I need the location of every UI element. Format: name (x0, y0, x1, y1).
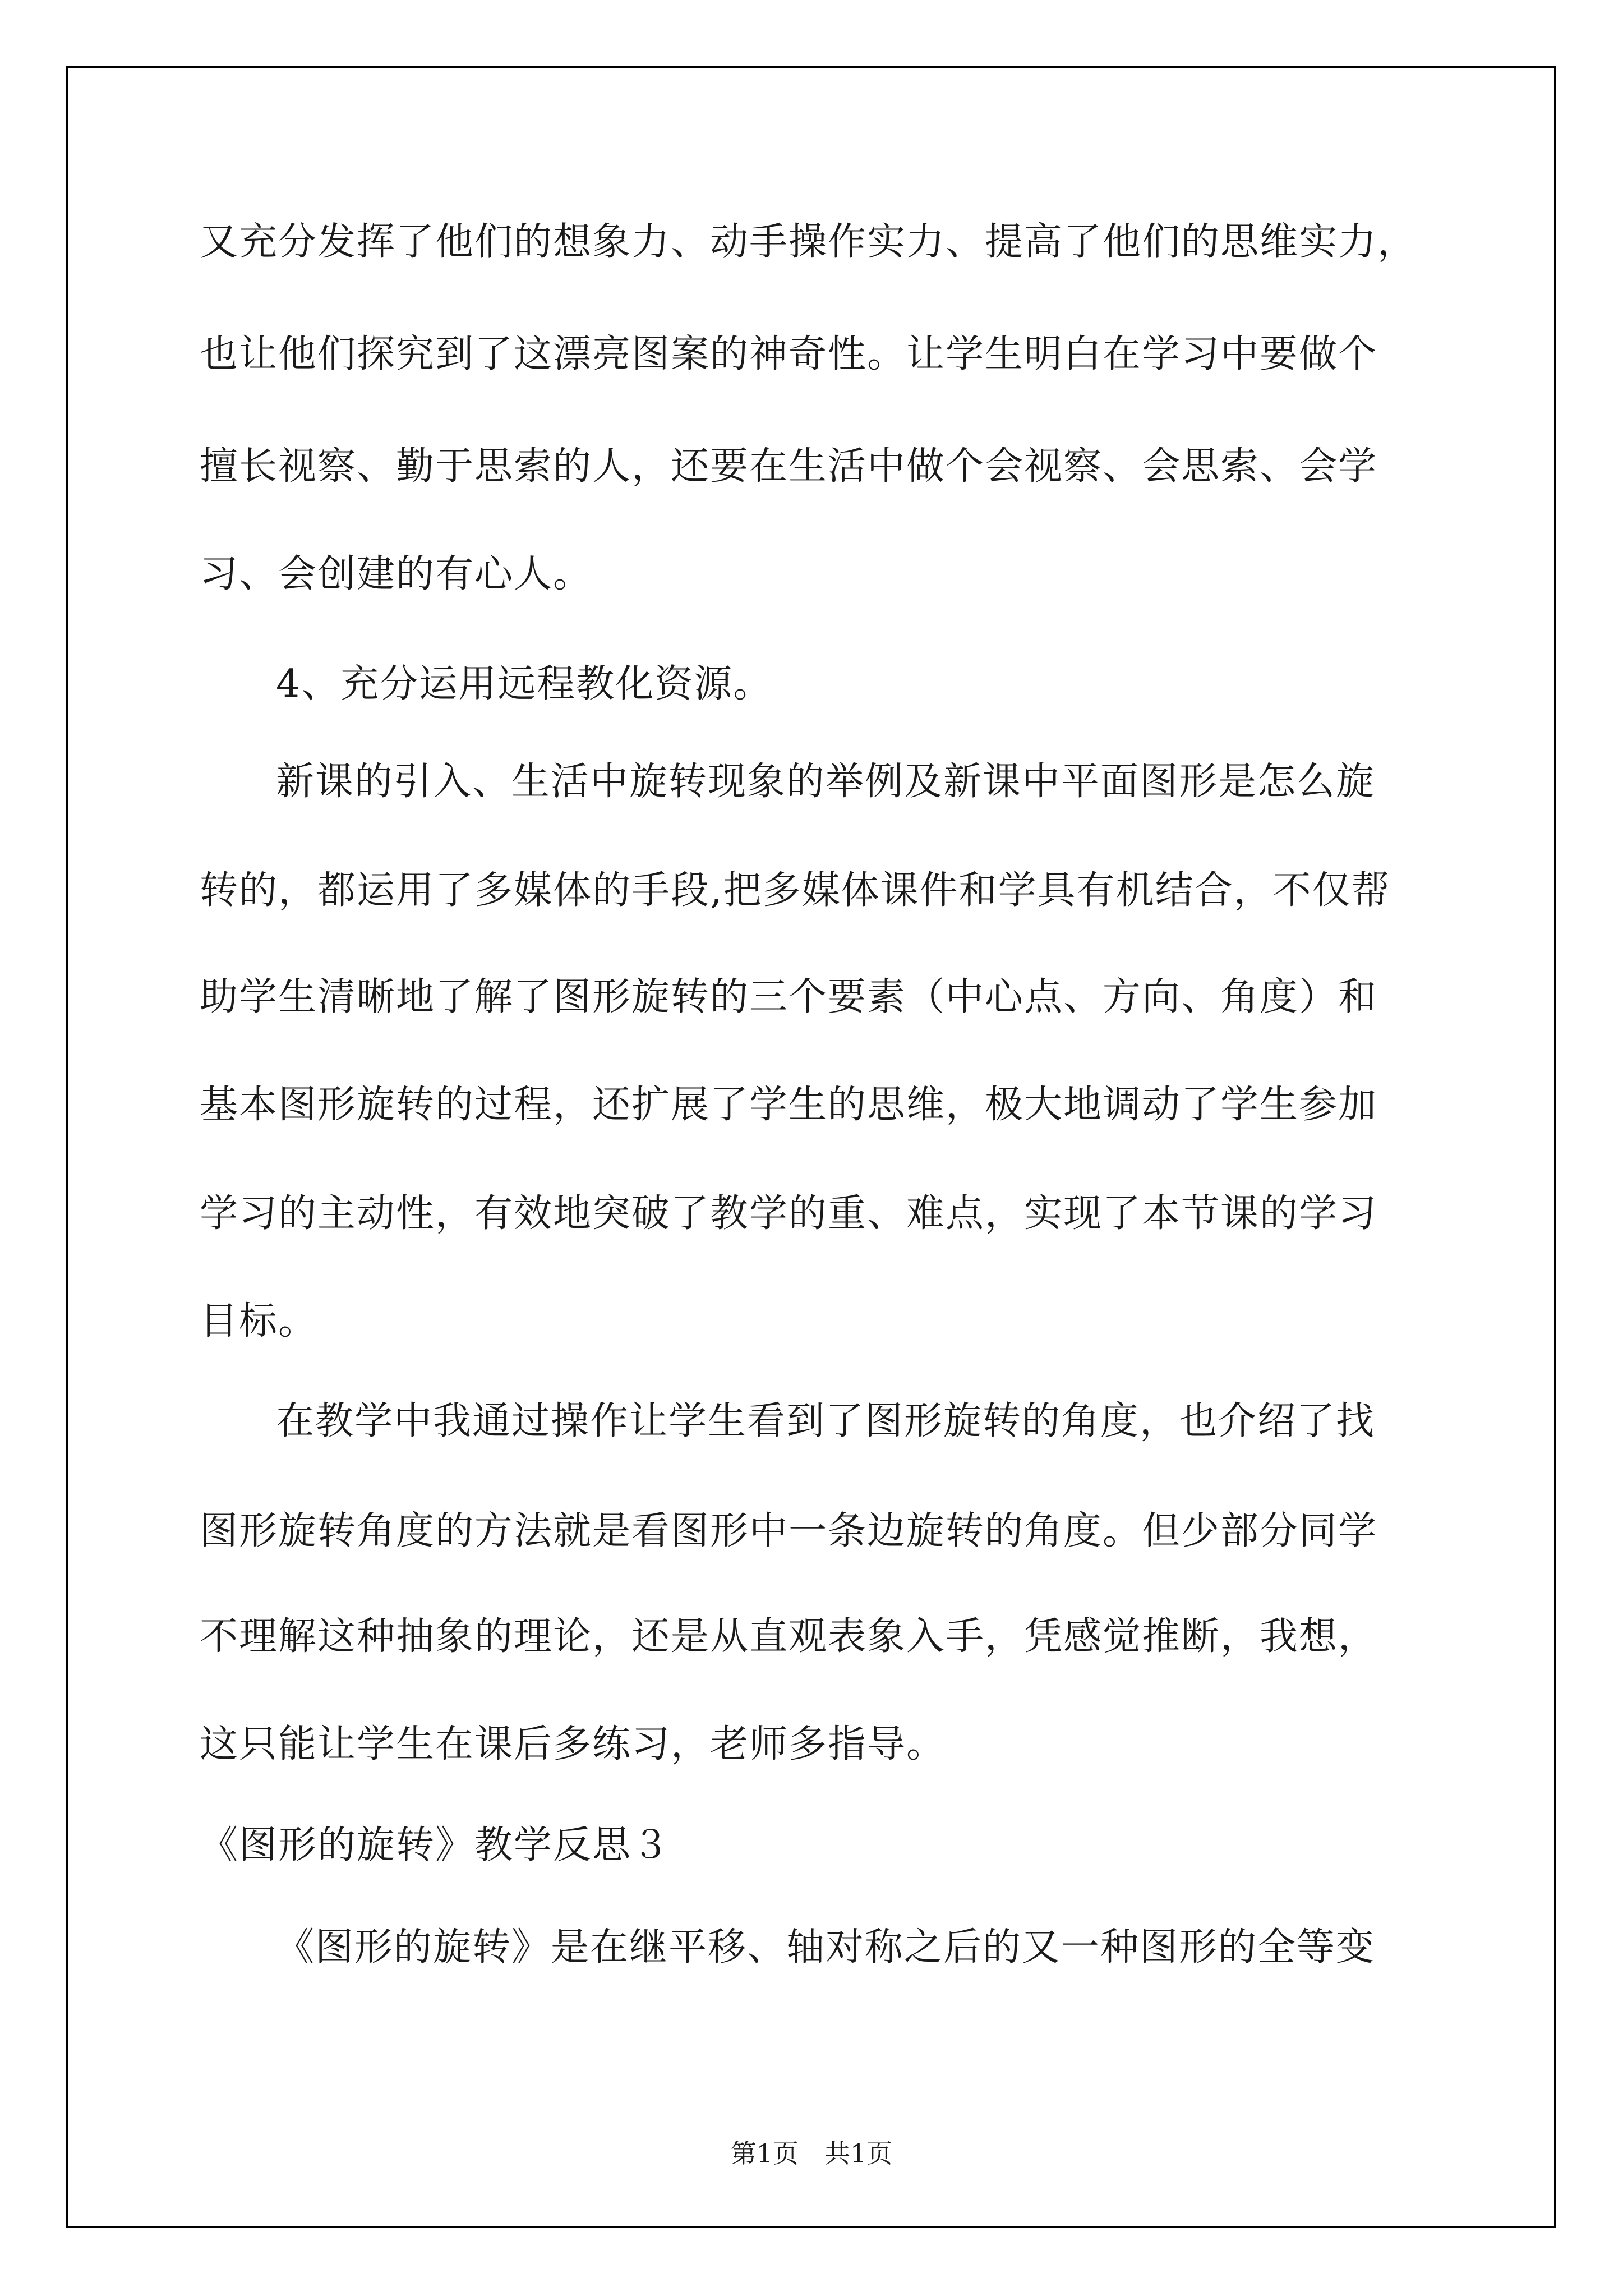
body-line: 助学生清晰地了解了图形旋转的三个要素（中心点、方向、角度）和 (200, 975, 1378, 1019)
body-line: 新课的引入、生活中旋转现象的举例及新课中平面图形是怎么旋 (276, 760, 1376, 804)
page-footer: 第1页 共1页 (730, 2138, 893, 2169)
body-line: 图形旋转角度的方法就是看图形中一条边旋转的角度。但少部分同学 (200, 1509, 1378, 1553)
body-line: 《图形的旋转》是在继平移、轴对称之后的又一种图形的全等变 (276, 1925, 1376, 1970)
body-line: 这只能让学生在课后多练习，老师多指导。 (200, 1722, 946, 1766)
section-heading: 《图形的旋转》教学反思３ (200, 1823, 671, 1867)
page-border (66, 66, 1556, 2228)
body-line: 基本图形旋转的过程，还扩展了学生的思维，极大地调动了学生参加 (200, 1083, 1378, 1127)
body-line: 擅长视察、勤于思索的人，还要在生活中做个会视察、会思索、会学 (200, 444, 1378, 489)
body-line: 又充分发挥了他们的想象力、动手操作实力、提高了他们的思维实力， (200, 220, 1417, 264)
body-line: 也让他们探究到了这漂亮图案的神奇性。让学生明白在学习中要做个 (200, 332, 1378, 376)
body-line: 习、会创建的有心人。 (200, 552, 593, 596)
body-line: 学习的主动性，有效地突破了教学的重、难点，实现了本节课的学习 (200, 1191, 1378, 1236)
body-line: 转的，都运用了多媒体的手段,把多媒体课件和学具有机结合，不仅帮 (200, 868, 1391, 913)
body-line: 4、充分运用远程教化资源。 (276, 662, 773, 706)
body-line: 不理解这种抽象的理论，还是从直观表象入手，凭感觉推断，我想， (200, 1614, 1378, 1659)
body-line: 目标。 (200, 1299, 318, 1343)
body-line: 在教学中我通过操作让学生看到了图形旋转的角度，也介绍了找 (276, 1399, 1376, 1443)
